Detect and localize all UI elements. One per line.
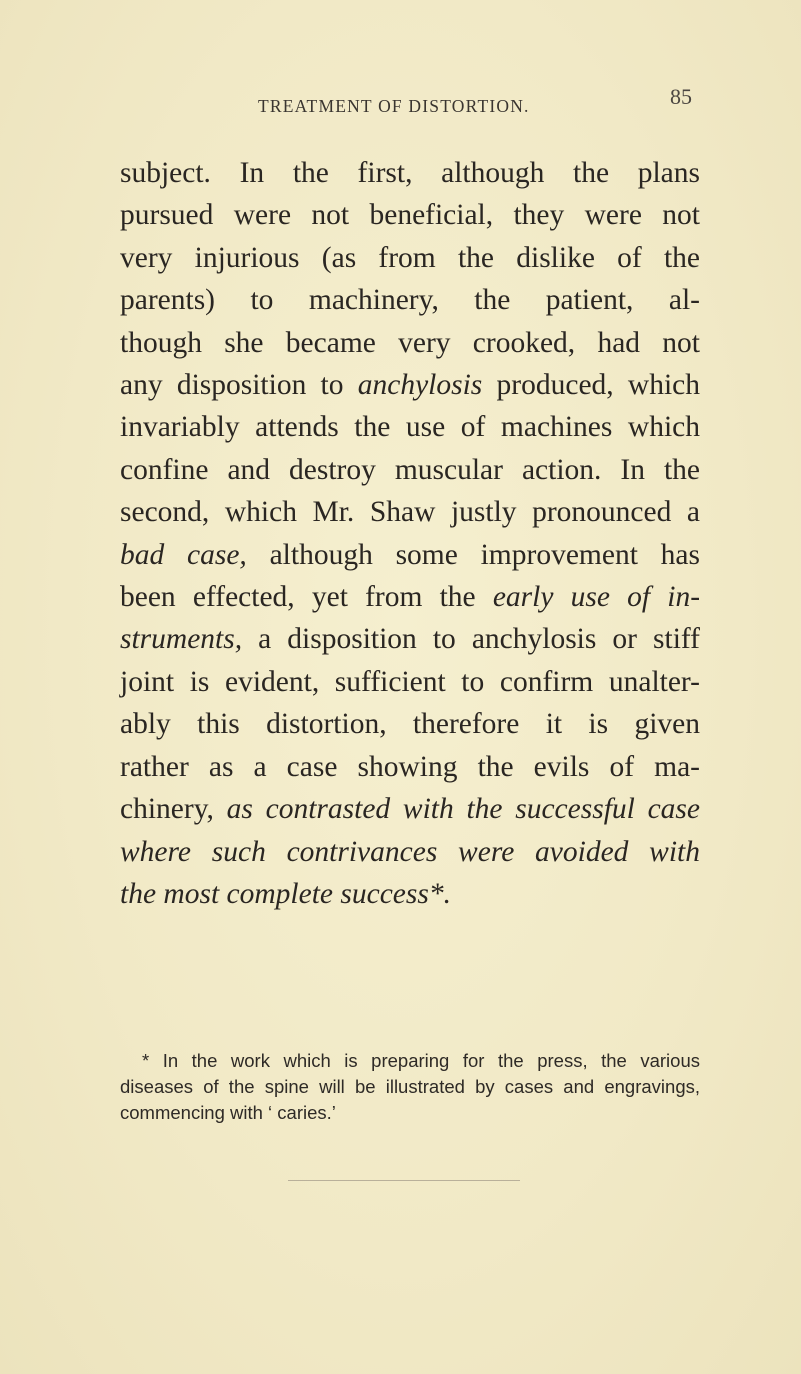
text-line: pursued were not beneficial, they were not: [120, 199, 700, 232]
italic-phrase: struments,: [120, 623, 243, 656]
footnote-marker: *.: [428, 877, 451, 910]
text-line: second, which Mr. Shaw justly pronounced a: [120, 496, 700, 529]
text-line: rather as a case showing the evils of ma-: [120, 750, 700, 783]
bottom-rule: [288, 1180, 520, 1181]
text-line: invariably attends the use of machines which: [120, 411, 700, 444]
text-segment: produced, which: [496, 369, 700, 402]
text-line: very injurious (as from the dislike of the: [120, 241, 700, 274]
italic-phrase: as contrasted with the successful case: [226, 793, 700, 826]
page-header: [0, 84, 801, 126]
text-line: [120, 831, 700, 873]
italic-phrase: early use of in-: [492, 581, 701, 614]
text-line: parents) to machinery, the patient, al-: [120, 284, 700, 317]
italic-phrase: the most complete success: [120, 877, 429, 910]
text-segment: although some improvement has: [269, 538, 700, 571]
text-line: subject. In the first, although the plans: [120, 157, 700, 189]
text-line: [120, 364, 700, 406]
running-head: TREATMENT OF DISTORTION.: [258, 96, 530, 116]
text-line: [120, 788, 700, 830]
text-line: confine and destroy muscular action. In the: [120, 453, 700, 486]
italic-phrase: where such contrivances were avoided with: [120, 835, 700, 868]
italic-phrase: bad case,: [120, 538, 247, 571]
text-line: [120, 576, 700, 618]
text-line: [120, 534, 700, 576]
text-line: though she became very crooked, had not: [120, 326, 700, 359]
text-segment: a disposition to anchylosis or stiff: [258, 623, 700, 656]
footnote-line: * In the work which is preparing for the press, the various: [142, 1050, 700, 1071]
text-line: [120, 618, 700, 660]
text-segment: been effected, yet from the: [120, 581, 476, 614]
text-line: joint is evident, sufficient to confirm unalter-: [120, 665, 700, 698]
italic-term: anchylosis: [357, 369, 483, 402]
text-segment: chinery,: [120, 793, 214, 826]
body-paragraph: [120, 152, 700, 915]
text-segment: any disposition to: [120, 369, 344, 402]
footnote-line: diseases of the spine will be illustrated by cases and engravings,: [120, 1076, 700, 1097]
text-line: ably this distortion, therefore it is given: [120, 708, 700, 741]
page-number: 85: [670, 84, 692, 109]
footnote: [120, 1048, 700, 1126]
footnote-line: commencing with ‘ caries.’: [120, 1102, 336, 1123]
text-line: [120, 873, 700, 915]
